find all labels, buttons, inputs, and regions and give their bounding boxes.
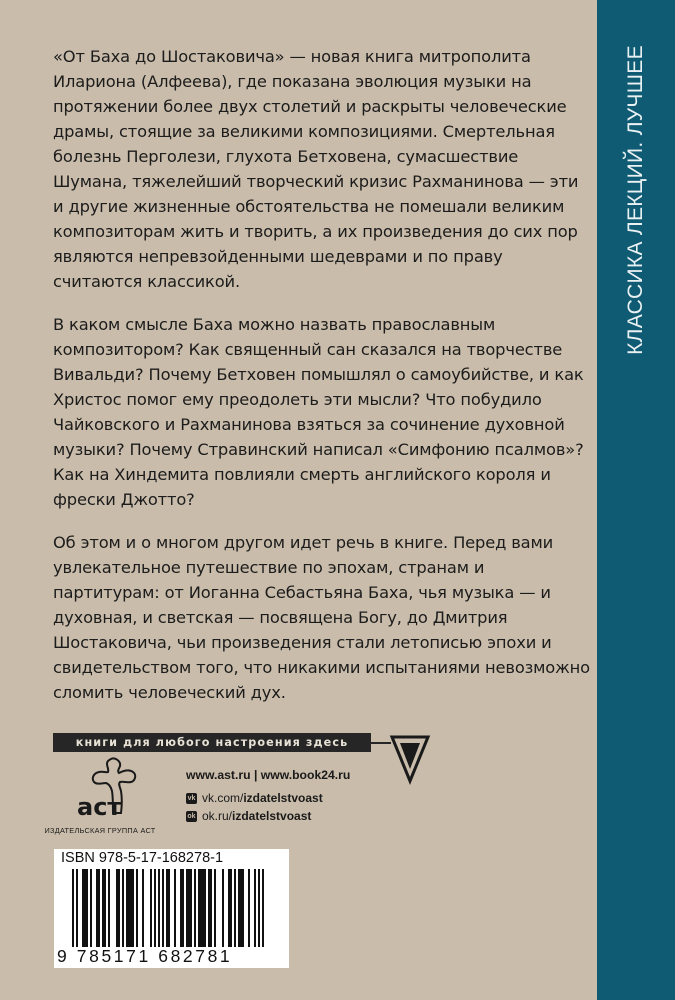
barcode	[54, 849, 289, 968]
v-logo-icon	[388, 733, 432, 785]
annotation-paragraph: Об этом и о многом другом идет речь в книге. Перед вами увлекательное путешествие по эпохам, странам и партитурам: от Иоганна Себастьяна Баха, чья музыка — и духовная, и светская — посвящена Богу, до Дмитрия Шостаковича, чьи произведения стали летописью эпохи и свидетельством того, что никакими испытаниями невозможно сломить человеческий дух.	[53, 533, 590, 702]
ast-logo-text: аст	[77, 793, 122, 819]
vk-icon: vk	[187, 794, 196, 802]
tagline-bar: книги для любого настроения здесь	[53, 733, 371, 752]
barcode-bars	[72, 869, 277, 949]
annotation	[53, 44, 593, 723]
social-prefix: ok.ru/	[202, 809, 233, 823]
ok-icon: ok	[187, 812, 196, 820]
social-prefix: vk.com/	[202, 791, 244, 805]
social-link-ok	[186, 807, 350, 825]
series-title: КЛАССИКА ЛЕКЦИЙ. ЛУЧШЕЕ	[624, 45, 647, 355]
isbn-number: ISBN 978-5-17-168278-1	[61, 850, 224, 866]
publisher-name: ИЗДАТЕЛЬСКАЯ ГРУППА АСТ	[44, 826, 156, 835]
barcode-digits: 9 785171 682781	[57, 946, 233, 966]
ast-logo	[75, 757, 155, 819]
social-handle: izdatelstvoast	[243, 791, 323, 805]
annotation-paragraph: «От Баха до Шостаковича» — новая книга митрополита Илариона (Алфеева), где показана эволюция музыки на протяжении более двух столетий и раскрыты человеческие драмы, стоящие за великими композициями. Смертельная болезнь Перголези, глухота Бетховена, сумасшествие Шумана, тяжелейший творческий кризис Рахманинова — эти и другие жизненные обстоятельства не помешали великим композиторам жить и творить, а их произведения до сих пор являются непревзойденными шедеврами и по праву считаются классикой.	[53, 47, 579, 291]
annotation-paragraph: В каком смысле Баха можно назвать православным композитором? Как священный сан сказался на творчестве Вивальди? Почему Бетховен помышлял о самоубийстве, и как Христос помог ему преодолеть эти мысли? Что побудило Чайковского и Рахманинова взяться за сочинение духовной музыки? Почему Стравинский написал «Симфонию псалмов»? Как на Хиндемита повлияли смерть английского короля и фрески Джотто?	[53, 315, 584, 509]
social-link-vk	[186, 789, 350, 807]
website-links: www.ast.ru | www.book24.ru	[186, 768, 351, 782]
publisher-links	[186, 767, 350, 825]
social-handle: izdatelstvoast	[232, 809, 312, 823]
